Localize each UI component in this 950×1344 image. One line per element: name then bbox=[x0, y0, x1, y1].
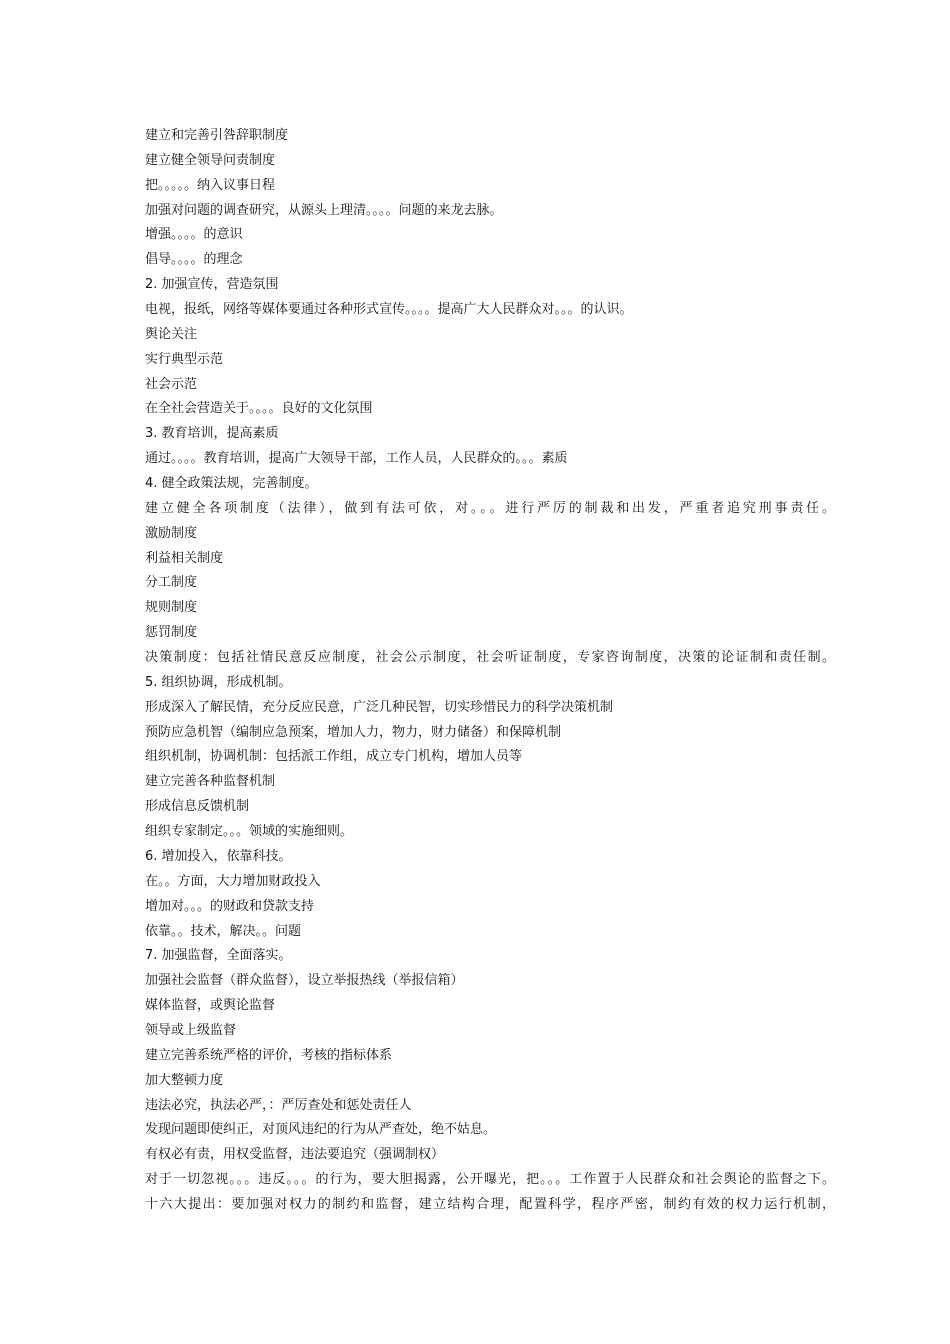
text-line: 在。。方面，大力增加财政投入 bbox=[145, 873, 321, 889]
text-line: 实行典型示范 bbox=[145, 351, 224, 367]
text-line: 利益相关制度 bbox=[145, 550, 224, 566]
text-line: 建立完善各种监督机制 bbox=[145, 774, 276, 790]
text-line: 十六大提出：要加强对权力的制约和监督，建立结构合理，配置科学，程序严密，制约有效的权力运行机制， bbox=[145, 1196, 835, 1212]
text-line: 倡导。。。。的理念 bbox=[145, 252, 243, 268]
text-line: 加大整顿力度 bbox=[145, 1072, 224, 1088]
text-line: 形成深入了解民情，充分反应民意，广泛几种民智，切实珍惜民力的科学决策机制 bbox=[145, 699, 614, 715]
text-line: 违法必究，执法必严，：严厉查处和惩处责任人 bbox=[145, 1097, 412, 1113]
text-line: 在全社会营造关于。。。。良好的文化氛围 bbox=[145, 401, 373, 417]
text-line: 建立健全领导问责制度 bbox=[145, 152, 276, 168]
text-line: 5. 组织协调，形成机制。 bbox=[145, 674, 292, 690]
text-line: 增加对。。。的财政和贷款支持 bbox=[145, 898, 315, 914]
text-line: 分工制度 bbox=[145, 575, 198, 591]
text-line: 3. 教育培训，提高素质 bbox=[145, 426, 279, 442]
text-line: 加强对问题的调查研究，从源头上理清。。。。问题的来龙去脉。 bbox=[145, 202, 503, 218]
text-line: 7. 加强监督，全面落实。 bbox=[145, 948, 292, 964]
text-line: 发现问题即使纠正，对顶风违纪的行为从严查处，绝不姑息。 bbox=[145, 1122, 497, 1138]
text-line: 组织机制，协调机制：包括派工作组，成立专门机构，增加人员等 bbox=[145, 749, 523, 765]
text-line: 建立完善系统严格的评价，考核的指标体系 bbox=[145, 1047, 393, 1063]
document-body bbox=[145, 124, 835, 1218]
text-line: 通过。。。。教育培训，提高广大领导干部，工作人员，人民群众的。。。素质 bbox=[145, 451, 568, 467]
text-line: 增强。。。。的意识 bbox=[145, 227, 243, 243]
text-line: 6. 增加投入，依靠科技。 bbox=[145, 848, 292, 864]
text-line: 惩罚制度 bbox=[145, 625, 198, 641]
text-line: 对于一切忽视。。。违反。。。的行为，要大胆揭露，公开曝光，把。。。工作置于人民群众和社会舆论的监督之下。 bbox=[145, 1172, 835, 1188]
text-line: 预防应急机智（编制应急预案，增加人力，物力，财力储备）和保障机制 bbox=[145, 724, 562, 740]
text-line: 把。。。。。纳入议事日程 bbox=[145, 177, 276, 193]
text-line: 组织专家制定。。。领域的实施细则。 bbox=[145, 824, 354, 840]
text-line: 舆论关注 bbox=[145, 326, 198, 342]
text-line: 4. 健全政策法规，完善制度。 bbox=[145, 476, 318, 492]
text-line: 加强社会监督（群众监督），设立举报热线（举报信箱） bbox=[145, 973, 464, 989]
text-line: 激励制度 bbox=[145, 525, 198, 541]
text-line: 建立和完善引咎辞职制度 bbox=[145, 128, 289, 143]
text-line: 领导或上级监督 bbox=[145, 1022, 237, 1038]
text-line: 媒体监督，或舆论监督 bbox=[145, 998, 276, 1014]
text-line: 电视，报纸，网络等媒体要通过各种形式宣传。。。。提高广大人民群众对。。。的认识。 bbox=[145, 302, 633, 318]
text-line: 建立健全各项制度（法律），做到有法可依，对。。。进行严厉的制裁和出发，严重者追究刑事责任。 bbox=[145, 500, 835, 516]
text-line: 社会示范 bbox=[145, 376, 198, 392]
text-line: 依靠。。技术，解决。。问题 bbox=[145, 923, 302, 939]
text-line: 形成信息反馈机制 bbox=[145, 799, 250, 815]
text-line: 有权必有责，用权受监督，违法要追究（强调制权） bbox=[145, 1147, 445, 1163]
text-line: 2. 加强宣传，营造氛围 bbox=[145, 277, 279, 293]
text-line: 规则制度 bbox=[145, 600, 198, 616]
text-line: 决策制度：包括社情民意反应制度，社会公示制度，社会听证制度，专家咨询制度，决策的论证制和责任制。 bbox=[145, 650, 835, 666]
